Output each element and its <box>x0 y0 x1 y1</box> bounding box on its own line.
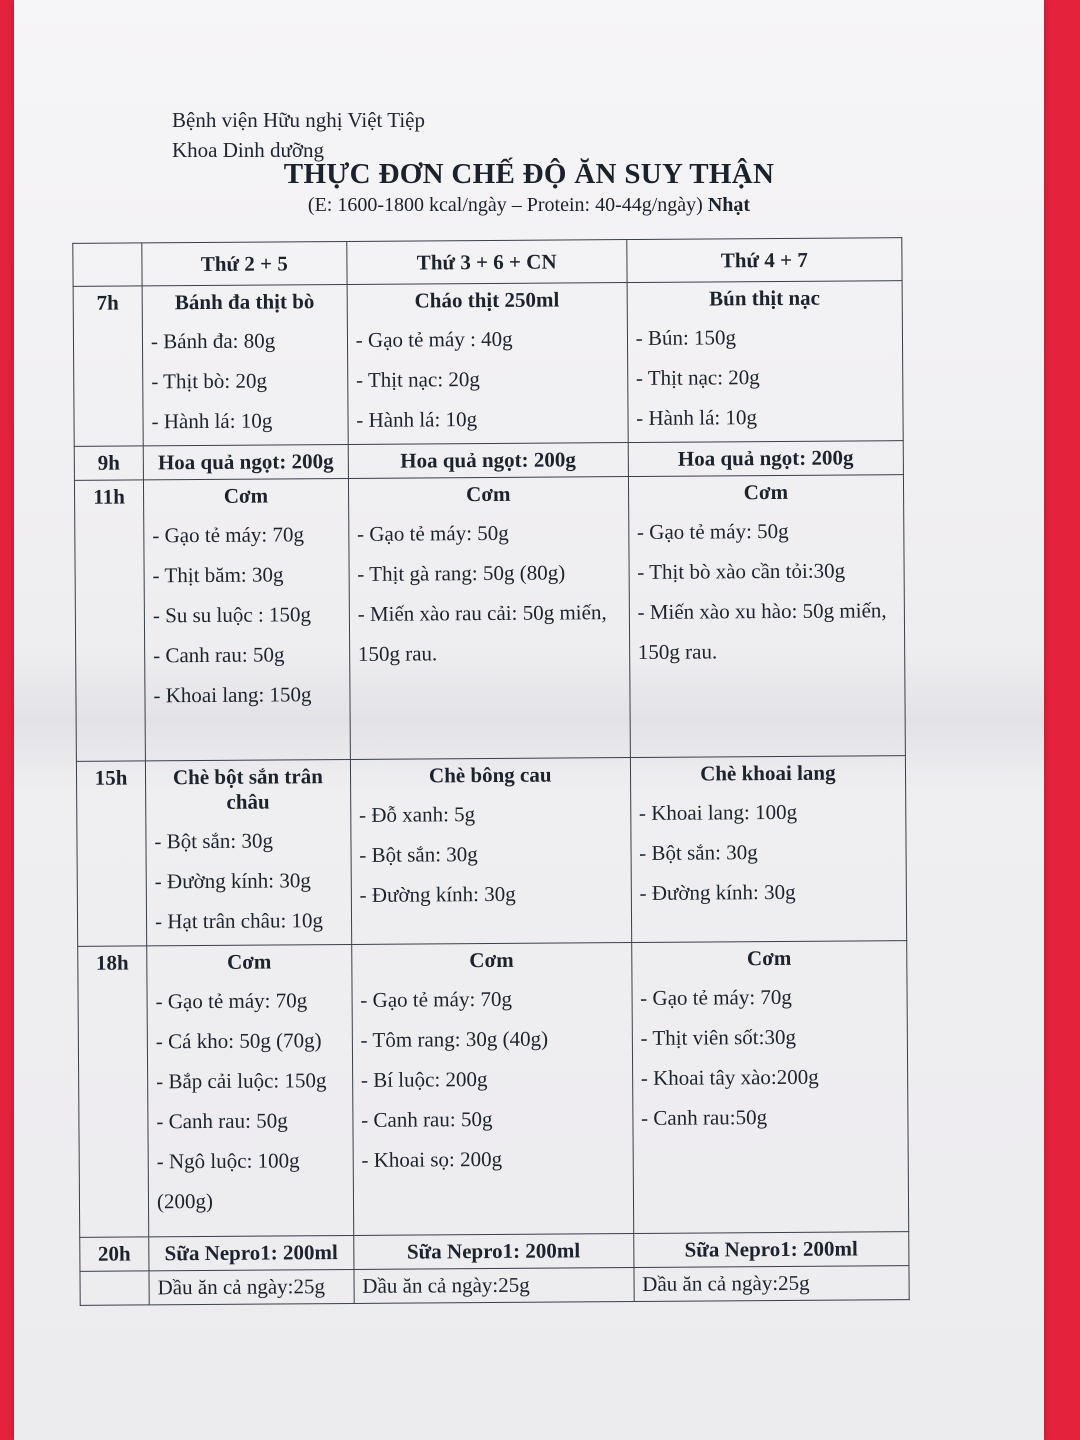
ingredient-item: - Hành lá: 10g <box>356 407 478 432</box>
meal-time: 15h <box>76 761 146 946</box>
department-name: Khoa Dinh dưỡng <box>172 138 324 162</box>
ingredient-item: - Canh rau: 50g <box>361 1106 493 1132</box>
table-row <box>73 281 903 447</box>
ingredient-item: - Đường kính: 30g <box>359 881 516 907</box>
meal-cell <box>627 281 903 443</box>
ingredient-item: - Gạo tẻ máy: 50g <box>636 518 789 544</box>
dish-name: Cơm <box>469 947 514 973</box>
ingredient-item: - Canh rau:50g <box>641 1105 768 1130</box>
dish-name: Bánh đa thịt bò <box>174 289 315 315</box>
ingredient-item: - Gạo tẻ máy: 70g <box>640 984 792 1010</box>
oil-note-cell: Dầu ăn cả ngày:25g <box>354 1268 634 1304</box>
snack-cell: Sữa Nepro1: 200ml <box>354 1234 634 1270</box>
ingredient-item: - Thịt viên sốt:30g <box>640 1024 796 1050</box>
ingredient-item: - Gạo tẻ máy: 70g <box>152 522 305 548</box>
ingredient-item: - Bột sắn: 30g <box>639 840 758 865</box>
snack-cell: Hoa quả ngọt: 200g <box>348 443 628 479</box>
table-row <box>80 1266 909 1306</box>
ingredient-item: - Khoai lang: 150g <box>153 682 312 708</box>
dish-name: Chè khoai lang <box>700 760 836 786</box>
meal-cell <box>143 478 350 760</box>
table-row <box>74 475 905 762</box>
meal-cell <box>348 477 630 760</box>
column-header: Thứ 2 + 5 <box>142 241 347 285</box>
ingredient-item: - Đỗ xanh: 5g <box>358 802 476 827</box>
dish-name: Cơm <box>226 949 272 974</box>
table-row <box>78 941 909 1238</box>
ingredient-item: - Hành lá: 10g <box>636 405 758 430</box>
ingredient-item: - Bột sắn: 30g <box>154 828 273 854</box>
ingredient-item: - Bắp cải luộc: 150g <box>156 1068 327 1094</box>
meal-cell <box>628 475 905 758</box>
menu-table <box>72 237 909 1306</box>
ingredient-item: - Bột sắn: 30g <box>359 842 478 867</box>
dish-name: Cháo thịt 250ml <box>414 287 560 313</box>
dish-name: Bún thịt nạc <box>709 285 821 311</box>
ingredient-item: - Bánh đa: 80g <box>150 328 276 354</box>
ingredient-item: - Gạo tẻ máy: 50g <box>357 520 509 546</box>
ingredient-item: - Khoai lang: 100g <box>638 799 798 825</box>
dish-name: Cơm <box>466 481 511 507</box>
meal-cell <box>350 758 631 945</box>
ingredient-item: - Thịt nạc: 20g <box>635 365 760 390</box>
table-header-row <box>73 238 902 287</box>
ingredient-item: - Thịt băm: 30g <box>152 562 284 588</box>
ingredient-item: - Thịt bò: 20g <box>151 368 268 394</box>
meal-cell <box>347 283 628 445</box>
ingredient-item: - Miến xào xu hào: 50g miến, 150g rau. <box>637 598 887 664</box>
page-title: THỰC ĐƠN CHẾ ĐỘ ĂN SUY THẬN <box>283 158 775 190</box>
snack-cell: Sữa Nepro1: 200ml <box>149 1235 354 1270</box>
meal-cell <box>630 756 907 943</box>
ingredient-item: - Su su luộc : 150g <box>152 602 312 628</box>
column-header: Thứ 3 + 6 + CN <box>347 240 627 285</box>
ingredient-item: - Thịt bò xào cần tỏi:30g <box>637 558 846 584</box>
table-row <box>76 756 906 947</box>
snack-cell: Sữa Nepro1: 200ml <box>633 1232 909 1268</box>
header-time <box>73 243 142 286</box>
meal-cell <box>631 941 908 1234</box>
dish-name: Cơm <box>746 945 792 971</box>
ingredient-item: - Bí luộc: 200g <box>360 1067 488 1092</box>
dish-name: Cơm <box>743 479 789 505</box>
meal-time: 9h <box>74 446 143 480</box>
ingredient-item: - Ngô luộc: 100g (200g) <box>156 1148 300 1214</box>
ingredient-item: - Canh rau: 50g <box>153 642 285 668</box>
menu-sheet <box>14 0 1044 1440</box>
ingredient-item: - Gạo tẻ máy: 70g <box>360 986 513 1012</box>
snack-cell: Hoa quả ngọt: 200g <box>143 444 348 479</box>
column-header: Thứ 4 + 7 <box>626 238 902 283</box>
table-row <box>74 441 903 481</box>
dish-name: Chè bông cau <box>428 762 552 788</box>
ingredient-item: - Miến xào rau cải: 50g miến, 150g rau. <box>357 600 607 666</box>
ingredient-item: - Đường kính: 30g <box>154 868 311 894</box>
hospital-name: Bệnh viện Hữu nghị Việt Tiệp <box>172 108 425 132</box>
meal-time: 11h <box>74 480 145 761</box>
meal-cell <box>147 944 354 1236</box>
ingredient-item: - Bún: 150g <box>635 325 737 350</box>
ingredient-item: - Canh rau: 50g <box>156 1108 288 1134</box>
ingredient-item: - Cá kho: 50g (70g) <box>155 1028 322 1054</box>
ingredient-item: - Tôm rang: 30g (40g) <box>360 1026 549 1052</box>
ingredient-item: - Thịt gà rang: 50g (80g) <box>357 560 566 586</box>
subtitle-energy-protein: (E: 1600-1800 kcal/ngày – Protein: 40-44g/ngày) <box>307 194 703 216</box>
oil-note-cell: Dầu ăn cả ngày:25g <box>634 1266 910 1302</box>
ingredient-item: - Gạo tẻ máy : 40g <box>355 326 513 352</box>
ingredient-item: - Đường kính: 30g <box>639 879 796 905</box>
meal-cell <box>145 759 351 945</box>
ingredient-item: - Hạt trân châu: 10g <box>154 908 324 934</box>
ingredient-item: - Khoai tây xào:200g <box>640 1064 819 1090</box>
snack-cell: Hoa quả ngọt: 200g <box>628 441 904 477</box>
page-subtitle <box>14 194 1044 217</box>
ingredient-item: - Khoai sọ: 200g <box>361 1146 503 1172</box>
meal-cell <box>142 284 348 445</box>
dish-name: Chè bột sắn trân châu <box>172 764 323 814</box>
ingredient-item: - Hành lá: 10g <box>151 408 273 434</box>
menu-body <box>73 281 909 1306</box>
table-row <box>80 1232 909 1272</box>
org-header <box>172 105 425 165</box>
ingredient-item: - Gạo tẻ máy: 70g <box>155 988 308 1014</box>
ingredient-item: - Thịt nạc: 20g <box>355 367 480 392</box>
meal-cell <box>351 943 633 1236</box>
meal-time <box>80 1271 149 1305</box>
meal-time: 20h <box>80 1237 149 1271</box>
subtitle-note: Nhạt <box>707 194 751 216</box>
dish-name: Cơm <box>223 483 269 508</box>
meal-time: 7h <box>73 286 143 446</box>
oil-note-cell: Dầu ăn cả ngày:25g <box>149 1269 354 1304</box>
meal-time: 18h <box>78 946 149 1237</box>
